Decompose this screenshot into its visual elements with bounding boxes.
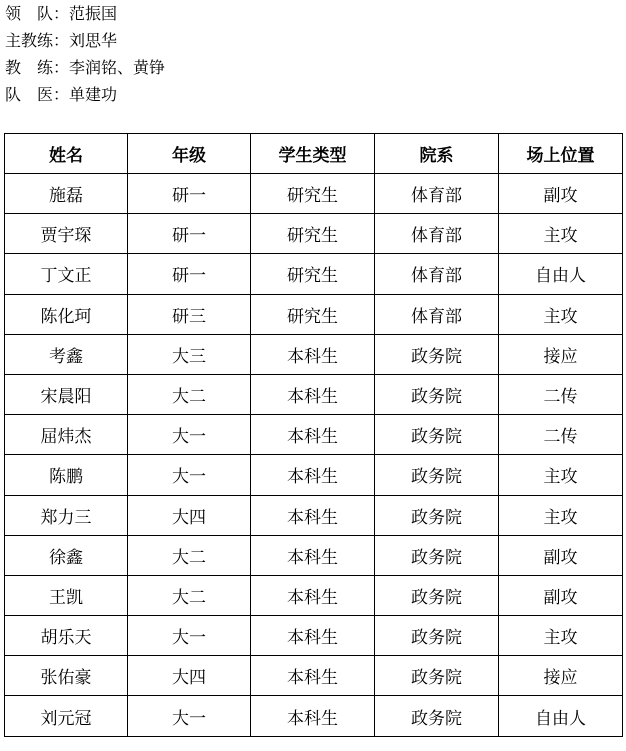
table-row xyxy=(5,696,623,736)
cell-department: 体育部 xyxy=(375,174,499,214)
cell-grade: 大三 xyxy=(128,334,251,374)
roster-table xyxy=(4,133,623,737)
cell-position: 主攻 xyxy=(499,214,623,254)
table-row xyxy=(5,656,623,696)
cell-student-type: 本科生 xyxy=(251,334,375,374)
cell-grade: 大二 xyxy=(128,575,251,615)
cell-department: 体育部 xyxy=(375,294,499,334)
cell-name: 陈鹏 xyxy=(5,455,128,495)
header-department: 院系 xyxy=(375,134,499,174)
staff-value: 范振国 xyxy=(69,4,118,23)
table-row xyxy=(5,575,623,615)
cell-name: 刘元冠 xyxy=(5,696,128,736)
cell-position: 副攻 xyxy=(499,535,623,575)
staff-label: 队 医： xyxy=(5,85,70,104)
cell-position: 接应 xyxy=(499,334,623,374)
cell-grade: 研三 xyxy=(128,294,251,334)
cell-name: 贾宇琛 xyxy=(5,214,128,254)
cell-name: 胡乐天 xyxy=(5,616,128,656)
cell-department: 政务院 xyxy=(375,374,499,414)
table-body xyxy=(5,174,623,737)
staff-label: 教 练： xyxy=(5,58,70,77)
table-row xyxy=(5,495,623,535)
staff-coach xyxy=(5,54,165,81)
table-row xyxy=(5,616,623,656)
cell-student-type: 本科生 xyxy=(251,575,375,615)
cell-grade: 大一 xyxy=(128,455,251,495)
cell-grade: 大一 xyxy=(128,696,251,736)
cell-position: 主攻 xyxy=(499,495,623,535)
cell-name: 郑力三 xyxy=(5,495,128,535)
cell-department: 政务院 xyxy=(375,334,499,374)
cell-department: 政务院 xyxy=(375,535,499,575)
staff-value: 李润铭、黄铮 xyxy=(69,58,166,77)
staff-list xyxy=(5,0,165,108)
cell-grade: 研一 xyxy=(128,214,251,254)
staff-label: 主教练： xyxy=(5,31,70,50)
table-row xyxy=(5,374,623,414)
cell-grade: 大一 xyxy=(128,415,251,455)
cell-name: 王凯 xyxy=(5,575,128,615)
cell-name: 张佑豪 xyxy=(5,656,128,696)
table-row xyxy=(5,294,623,334)
cell-position: 自由人 xyxy=(499,696,623,736)
cell-department: 体育部 xyxy=(375,254,499,294)
cell-department: 政务院 xyxy=(375,455,499,495)
header-name: 姓名 xyxy=(5,134,128,174)
cell-name: 徐鑫 xyxy=(5,535,128,575)
table-row xyxy=(5,334,623,374)
staff-value: 单建功 xyxy=(69,85,118,104)
staff-label: 领 队： xyxy=(5,4,70,23)
cell-name: 陈化珂 xyxy=(5,294,128,334)
staff-doctor xyxy=(5,81,165,108)
cell-name: 施磊 xyxy=(5,174,128,214)
cell-grade: 研一 xyxy=(128,254,251,294)
cell-position: 主攻 xyxy=(499,455,623,495)
table-row xyxy=(5,535,623,575)
cell-position: 副攻 xyxy=(499,174,623,214)
cell-student-type: 本科生 xyxy=(251,495,375,535)
cell-grade: 大二 xyxy=(128,374,251,414)
table-row xyxy=(5,174,623,214)
cell-grade: 大二 xyxy=(128,535,251,575)
cell-student-type: 研究生 xyxy=(251,174,375,214)
cell-department: 政务院 xyxy=(375,696,499,736)
cell-department: 政务院 xyxy=(375,656,499,696)
cell-grade: 大四 xyxy=(128,495,251,535)
cell-position: 副攻 xyxy=(499,575,623,615)
cell-position: 主攻 xyxy=(499,616,623,656)
cell-department: 政务院 xyxy=(375,415,499,455)
cell-student-type: 本科生 xyxy=(251,455,375,495)
cell-student-type: 本科生 xyxy=(251,696,375,736)
cell-student-type: 本科生 xyxy=(251,374,375,414)
header-student-type: 学生类型 xyxy=(251,134,375,174)
cell-position: 自由人 xyxy=(499,254,623,294)
cell-name: 屈炜杰 xyxy=(5,415,128,455)
cell-department: 政务院 xyxy=(375,616,499,656)
cell-student-type: 本科生 xyxy=(251,656,375,696)
cell-name: 宋晨阳 xyxy=(5,374,128,414)
table-header-row xyxy=(5,134,623,174)
cell-grade: 大一 xyxy=(128,616,251,656)
cell-department: 政务院 xyxy=(375,495,499,535)
cell-grade: 大四 xyxy=(128,656,251,696)
cell-name: 考鑫 xyxy=(5,334,128,374)
table-row xyxy=(5,415,623,455)
cell-student-type: 本科生 xyxy=(251,415,375,455)
cell-student-type: 研究生 xyxy=(251,254,375,294)
header-grade: 年级 xyxy=(128,134,251,174)
cell-position: 主攻 xyxy=(499,294,623,334)
cell-student-type: 研究生 xyxy=(251,214,375,254)
staff-head-coach xyxy=(5,27,165,54)
table-row xyxy=(5,455,623,495)
cell-position: 接应 xyxy=(499,656,623,696)
cell-department: 体育部 xyxy=(375,214,499,254)
cell-student-type: 研究生 xyxy=(251,294,375,334)
header-position: 场上位置 xyxy=(499,134,623,174)
table-row xyxy=(5,254,623,294)
cell-student-type: 本科生 xyxy=(251,535,375,575)
cell-position: 二传 xyxy=(499,415,623,455)
cell-student-type: 本科生 xyxy=(251,616,375,656)
cell-name: 丁文正 xyxy=(5,254,128,294)
cell-department: 政务院 xyxy=(375,575,499,615)
table-row xyxy=(5,214,623,254)
cell-grade: 研一 xyxy=(128,174,251,214)
staff-leader xyxy=(5,0,165,27)
staff-value: 刘思华 xyxy=(69,31,118,50)
cell-position: 二传 xyxy=(499,374,623,414)
